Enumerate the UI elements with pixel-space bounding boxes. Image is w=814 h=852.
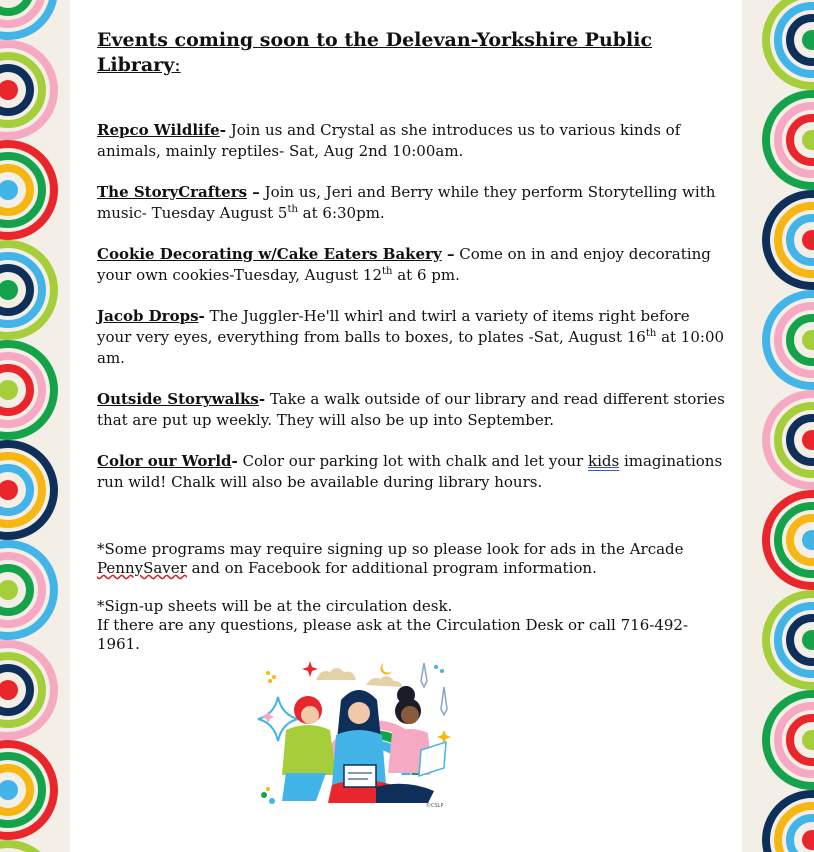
- rainbow-arch-icon: [766, 0, 814, 86]
- event-description: Join us, Jeri and Berry while they perform Storytelling with music- Tuesday August 5: [97, 183, 716, 222]
- event-name: Color our World: [97, 452, 232, 470]
- flyer-content: [97, 28, 727, 673]
- event-description: Color our parking lot with chalk and let your: [237, 452, 588, 470]
- note-questions: If there are any questions, please ask at the Circulation Desk or call 716-492-1961.: [97, 616, 689, 653]
- note-signup-sheets: *Sign-up sheets will be at the circulation desk.: [97, 597, 453, 615]
- rainbow-pattern-right: [742, 0, 814, 852]
- event-cookie-decorating: [97, 244, 727, 286]
- event-name: The StoryCrafters: [97, 183, 248, 201]
- event-separator: –: [441, 245, 455, 263]
- event-separator: -: [219, 121, 226, 139]
- title-text: Events coming soon to the Delevan-Yorkshire Public Library: [97, 29, 653, 76]
- event-description-end: at 10:00 am.: [97, 328, 725, 367]
- rainbow-arch-icon: [766, 294, 814, 386]
- event-description-end: at 6:30pm.: [297, 204, 385, 222]
- rainbow-arch-icon: [0, 544, 54, 636]
- kids-reading-illustration: [256, 655, 456, 810]
- event-name: Outside Storywalks: [97, 390, 259, 408]
- note-contact: [97, 597, 727, 654]
- illustration-child-left-icon: [282, 696, 336, 801]
- event-description-end: imaginations run wild! Chalk will also be available during library hours.: [97, 452, 723, 491]
- rainbow-pattern-left: [0, 0, 70, 852]
- event-jacob-drops: [97, 306, 727, 369]
- note-text: *Some programs may require signing up so please look for ads in the Arcade: [97, 540, 684, 558]
- flyer-page: [70, 0, 742, 852]
- ordinal-suffix: th: [287, 204, 298, 215]
- event-description: Come on in and enjoy decorating your own cookies-Tuesday, August 12: [97, 245, 711, 284]
- event-description: The Juggler-He'll whirl and twirl a variety of items right before your very eyes, everything from balls to boxes, to plates -Sat, August 16: [97, 307, 690, 346]
- ordinal-suffix: th: [645, 328, 657, 339]
- ordinal-suffix: th: [382, 266, 393, 277]
- event-name: Jacob Drops: [97, 307, 199, 325]
- rainbow-arch-icon: [0, 844, 54, 852]
- illustration-dots-icon: [261, 787, 275, 804]
- event-name: Repco Wildlife: [97, 121, 220, 139]
- event-description-end: at 6 pm.: [392, 266, 460, 284]
- rainbow-arch-icon: [766, 694, 814, 786]
- pennysaver-word: PennySaver: [97, 559, 187, 577]
- note-text-end: and on Facebook for additional program information.: [186, 559, 597, 577]
- title-colon: :: [174, 54, 181, 76]
- event-storycrafters: [97, 182, 727, 224]
- rainbow-arch-icon: [766, 494, 814, 586]
- event-separator: –: [247, 183, 260, 201]
- rainbow-arch-icon: [766, 394, 814, 486]
- event-color-our-world: [97, 451, 727, 493]
- event-name: Cookie Decorating w/Cake Eaters Bakery: [97, 245, 442, 263]
- kids-word: kids: [588, 452, 620, 470]
- decorative-border-left: [0, 0, 70, 852]
- rainbow-arch-icon: [0, 444, 54, 536]
- decorative-border-right: [742, 0, 814, 852]
- rainbow-arch-icon: [766, 794, 814, 852]
- rainbow-arch-icon: [0, 644, 54, 736]
- event-repco-wildlife: [97, 120, 727, 162]
- flyer-title: [97, 28, 727, 78]
- rainbow-arch-icon: [766, 594, 814, 686]
- rainbow-arch-icon: [0, 144, 54, 236]
- event-separator: -: [198, 307, 205, 325]
- event-outside-storywalks: [97, 389, 727, 431]
- rainbow-arch-icon: [0, 0, 54, 36]
- rainbow-arch-icon: [0, 244, 54, 336]
- rainbow-arch-icon: [766, 194, 814, 286]
- event-separator: -: [231, 452, 238, 470]
- note-signup: [97, 540, 727, 578]
- event-description: Take a walk outside of our library and read different stories that are put up weekly. They will also be up into September.: [97, 390, 725, 429]
- event-separator: -: [258, 390, 266, 408]
- rainbow-arch-icon: [766, 94, 814, 186]
- event-description: Join us and Crystal as she introduces us to various kinds of animals, mainly reptiles- Sat, Aug 2nd 10:00am.: [97, 121, 681, 160]
- rainbow-arch-icon: [0, 344, 54, 436]
- rainbow-arch-icon: [0, 744, 54, 836]
- rainbow-arch-icon: [0, 44, 54, 136]
- illustration-credit: ©CSLP: [426, 803, 444, 809]
